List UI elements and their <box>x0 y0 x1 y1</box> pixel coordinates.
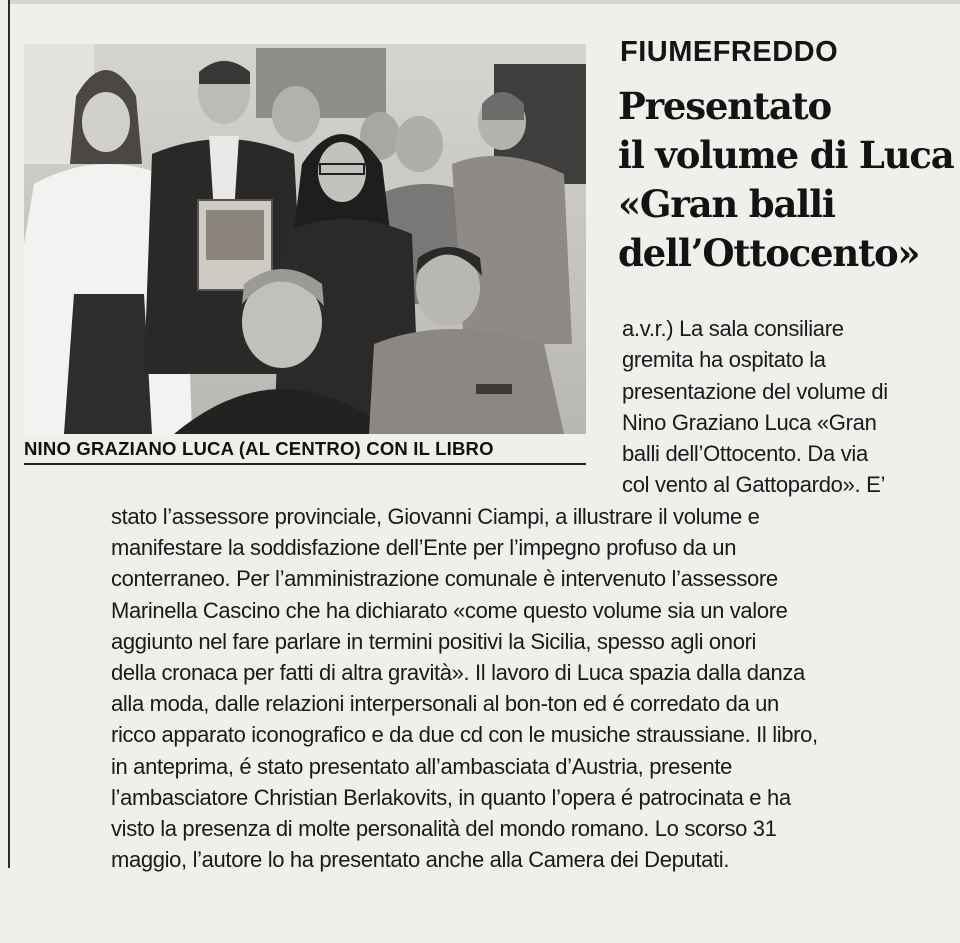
body-line: della cronaca per fatti di altra gravità». Il lavoro di Luca spazia dalla danza <box>111 660 805 686</box>
body-line: Marinella Cascino che ha dichiarato «come questo volume sia un valore <box>111 597 788 623</box>
headline-line: il volume di Luca <box>618 133 954 177</box>
headline <box>618 82 953 278</box>
body-text-wide <box>111 501 956 875</box>
group-photo <box>24 44 586 434</box>
body-line: conterraneo. Per l’amministrazione comunale è intervenuto l’assessore <box>111 566 778 592</box>
body-line: maggio, l’autore lo ha presentato anche alla Camera dei Deputati. <box>111 847 730 873</box>
body-line: stato l’assessore provinciale, Giovanni Ciampi, a illustrare il volume e <box>111 504 760 529</box>
body-line: gremita ha ospitato la <box>622 347 826 373</box>
body-line: visto la presenza di molte personalità del mondo romano. Lo scorso 31 <box>111 816 777 842</box>
body-line: aggiunto nel fare parlare in termini positivi la Sicilia, spesso agli onori <box>111 628 757 654</box>
body-line: Nino Graziano Luca «Gran <box>622 409 877 435</box>
top-edge <box>10 0 960 4</box>
photo-caption: NINO GRAZIANO LUCA (AL CENTRO) CON IL LIBRO <box>24 438 586 465</box>
headline-line: «Gran balli <box>618 182 835 226</box>
body-line: col vento al Gattopardo». E’ <box>622 472 886 498</box>
headline-line: dell’Ottocento» <box>618 231 920 275</box>
group-photo-image <box>24 44 586 434</box>
column-rule <box>8 0 10 868</box>
body-line: in anteprima, é stato presentato all’ambasciata d’Austria, presente <box>111 753 733 779</box>
body-line: ricco apparato iconografico e da due cd con le musiche straussiane. Il libro, <box>111 722 818 748</box>
body-line: a.v.r.) La sala consiliare <box>622 316 844 341</box>
body-line: alla moda, dalle relazioni interpersonali al bon-ton ed é corredato da un <box>111 691 779 717</box>
body-line: l’ambasciatore Christian Berlakovits, in quanto l’opera é patrocinata e ha <box>111 784 791 810</box>
body-line: presentazione del volume di <box>622 378 888 404</box>
body-line: balli dell’Ottocento. Da via <box>622 441 868 467</box>
body-text-right-column <box>622 313 952 501</box>
body-line: manifestare la soddisfazione dell’Ente per l’impegno profuso da un <box>111 535 737 561</box>
section-kicker: FIUMEFREDDO <box>620 36 839 68</box>
headline-line: Presentato <box>618 84 831 128</box>
